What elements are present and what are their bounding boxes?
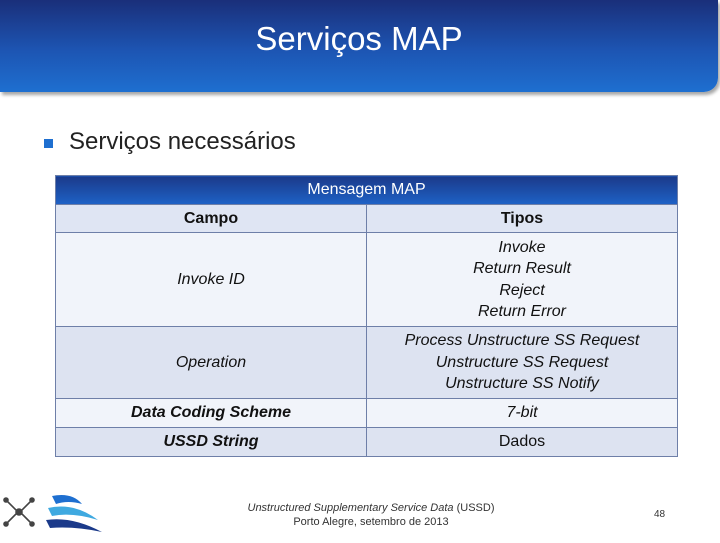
institution-logo-icon (2, 490, 112, 543)
tipo-item: Return Result (473, 260, 571, 277)
tipos-cell: Dados (367, 428, 678, 457)
footer (225, 501, 517, 529)
footer-title-suffix: (USSD) (453, 502, 495, 514)
campo-cell: Operation (56, 327, 367, 399)
bullet-text: Serviços necessários (69, 128, 296, 155)
title-bar (0, 0, 718, 92)
tipo-item: Unstructure SS Notify (445, 375, 599, 393)
table-row (56, 399, 678, 428)
tipo-item: Invoke (498, 238, 546, 256)
table-row (56, 233, 678, 327)
campo-cell: USSD String (56, 428, 367, 457)
campo-cell: Data Coding Scheme (56, 399, 367, 428)
tipo-item: Process Unstructure SS Request (404, 332, 640, 350)
tipo-item: Unstructure SS Request (435, 353, 609, 371)
footer-title-italic: Unstructured Supplementary Service Data (247, 502, 454, 514)
campo-cell: Invoke ID (56, 233, 367, 327)
map-message-table (55, 175, 678, 457)
tipo-item: Return Error (477, 303, 567, 320)
tipo-item: Reject (499, 281, 545, 299)
table-caption: Mensagem MAP (56, 176, 678, 205)
tipos-cell (367, 327, 678, 399)
table-row (56, 428, 678, 457)
slide-title: Serviços MAP (255, 20, 463, 57)
table-row (56, 327, 678, 399)
column-header-campo: Campo (56, 205, 367, 233)
footer-location-date: Porto Alegre, setembro de 2013 (293, 516, 449, 528)
tipos-cell: 7-bit (367, 399, 678, 428)
page-number: 48 (654, 509, 666, 520)
bullet-square-icon (44, 139, 53, 148)
tipos-cell (367, 233, 678, 327)
column-header-tipos: Tipos (367, 205, 678, 233)
